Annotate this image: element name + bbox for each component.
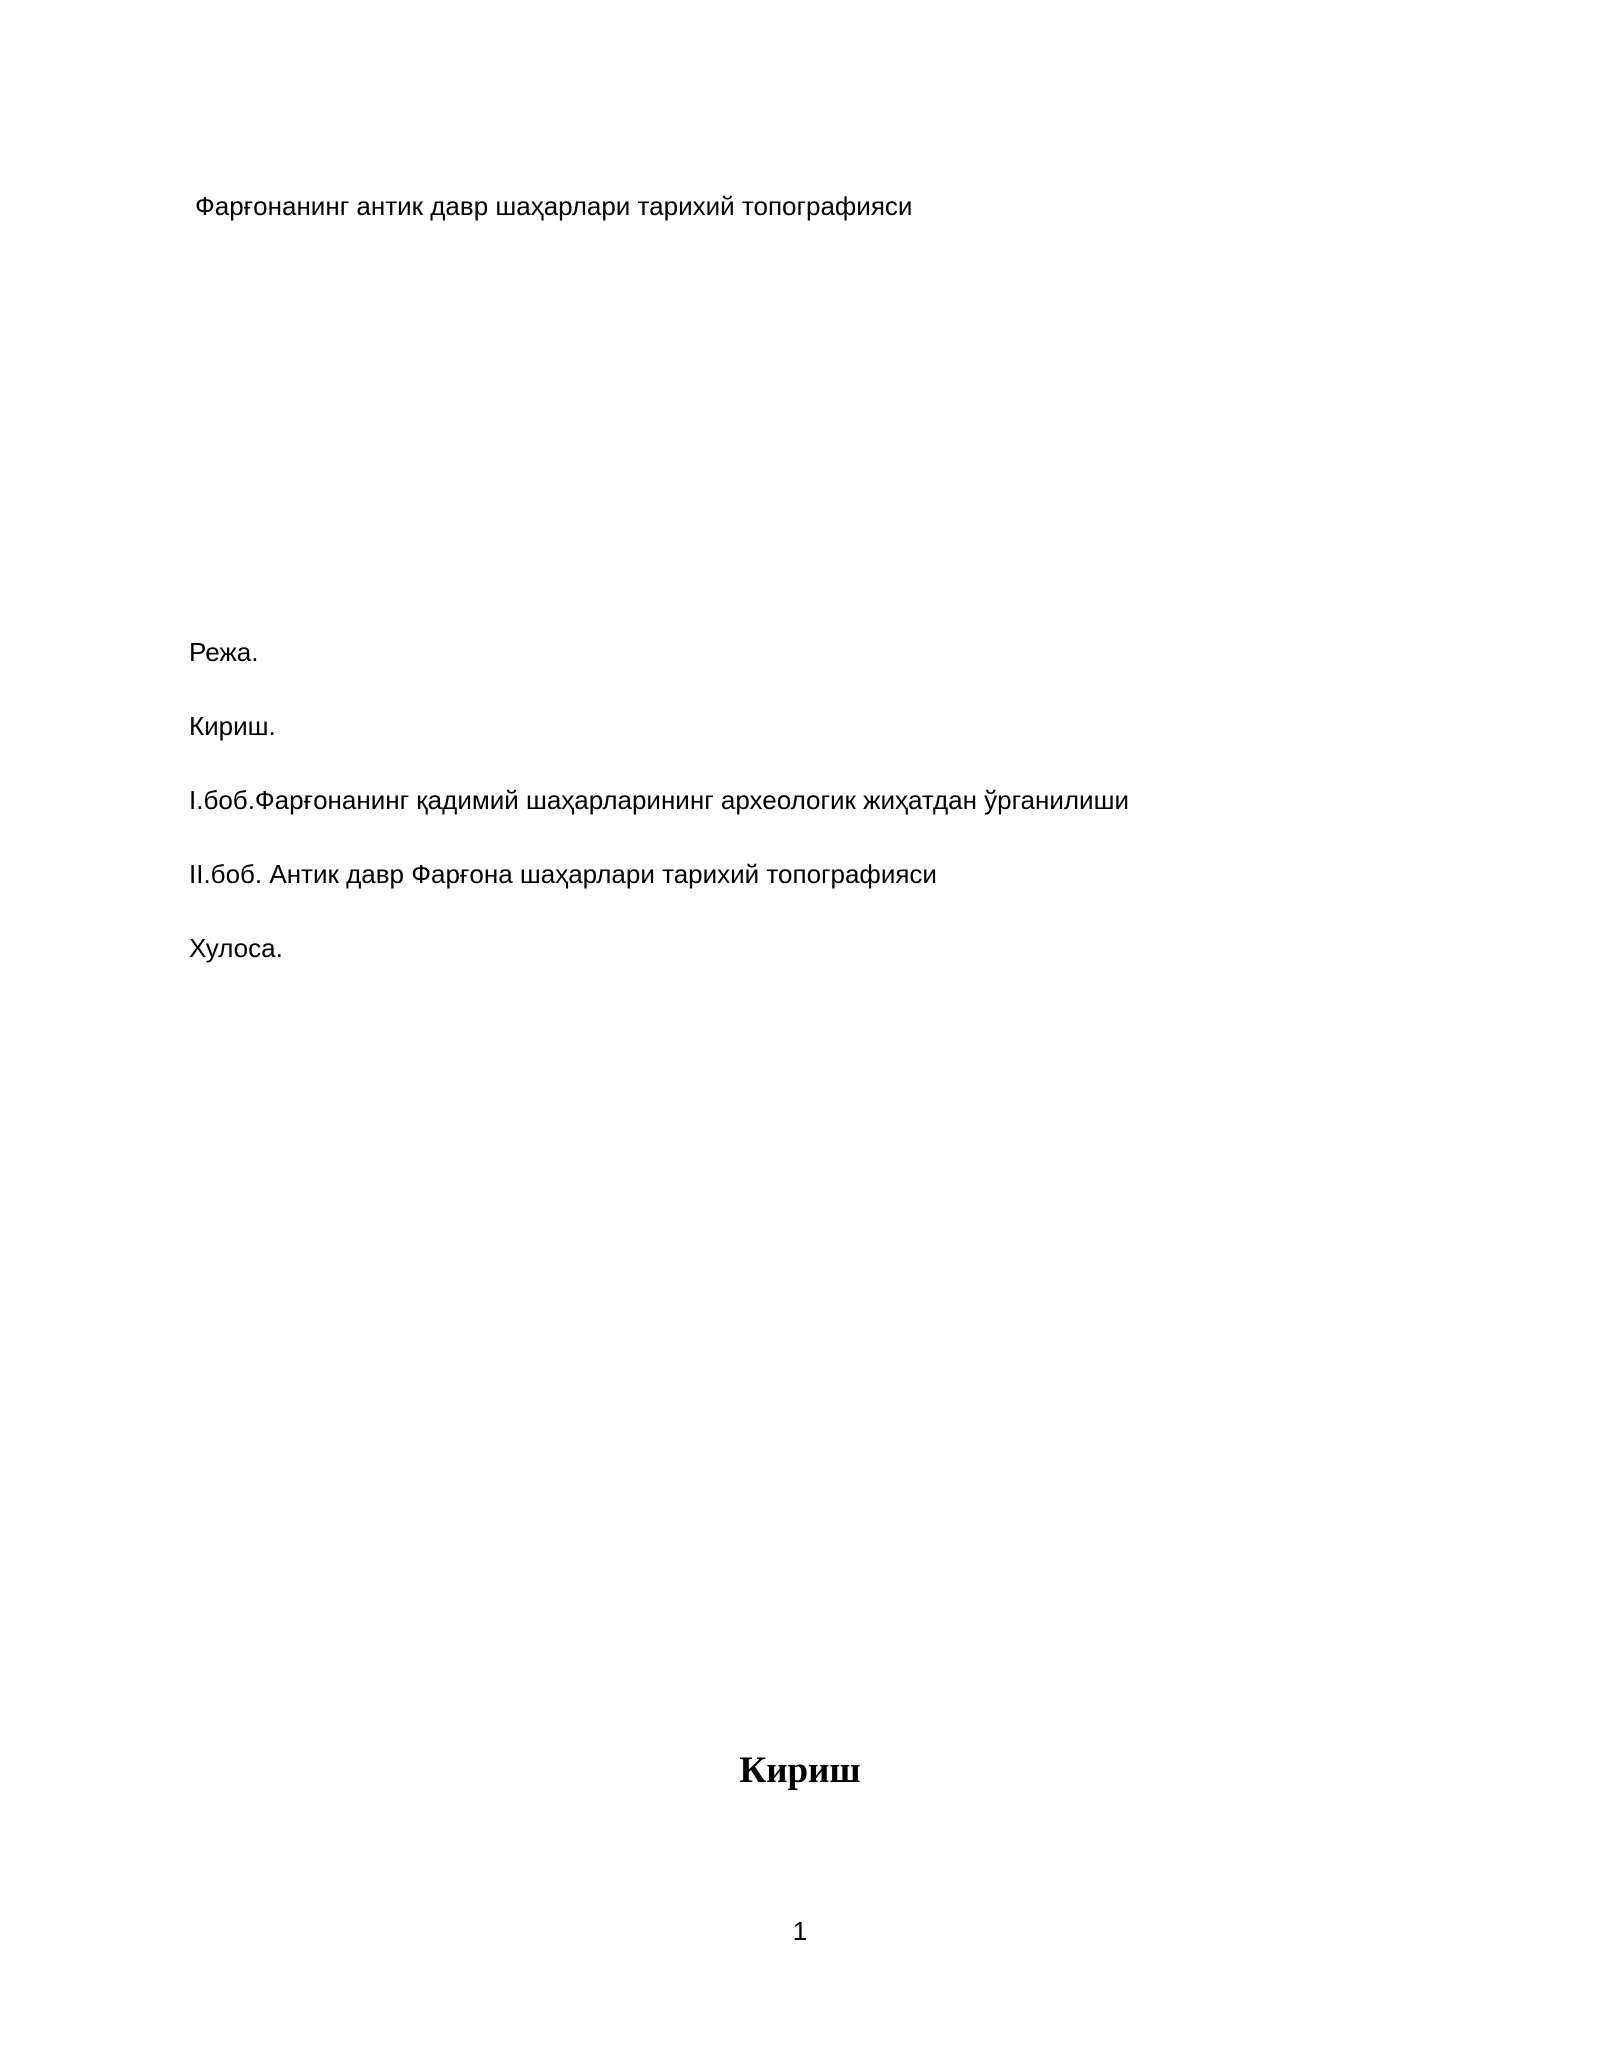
plan-list — [189, 634, 1129, 1004]
page-number: 1 — [792, 1916, 808, 1946]
plan-item: II.боб. Антик давр Фарғона шаҳарлари тарихий топографияси — [189, 859, 937, 889]
plan-item: Кириш. — [189, 711, 276, 741]
section-heading: Кириш — [739, 1750, 861, 1791]
plan-item: Режа. — [189, 637, 259, 667]
document-title: Фарғонанинг антик давр шаҳарлари тарихий топографияси — [195, 191, 913, 221]
plan-item: Хулоса. — [189, 933, 283, 963]
plan-item: I.боб.Фарғонанинг қадимий шаҳарларининг археологик жиҳатдан ўрганилиши — [189, 785, 1129, 815]
